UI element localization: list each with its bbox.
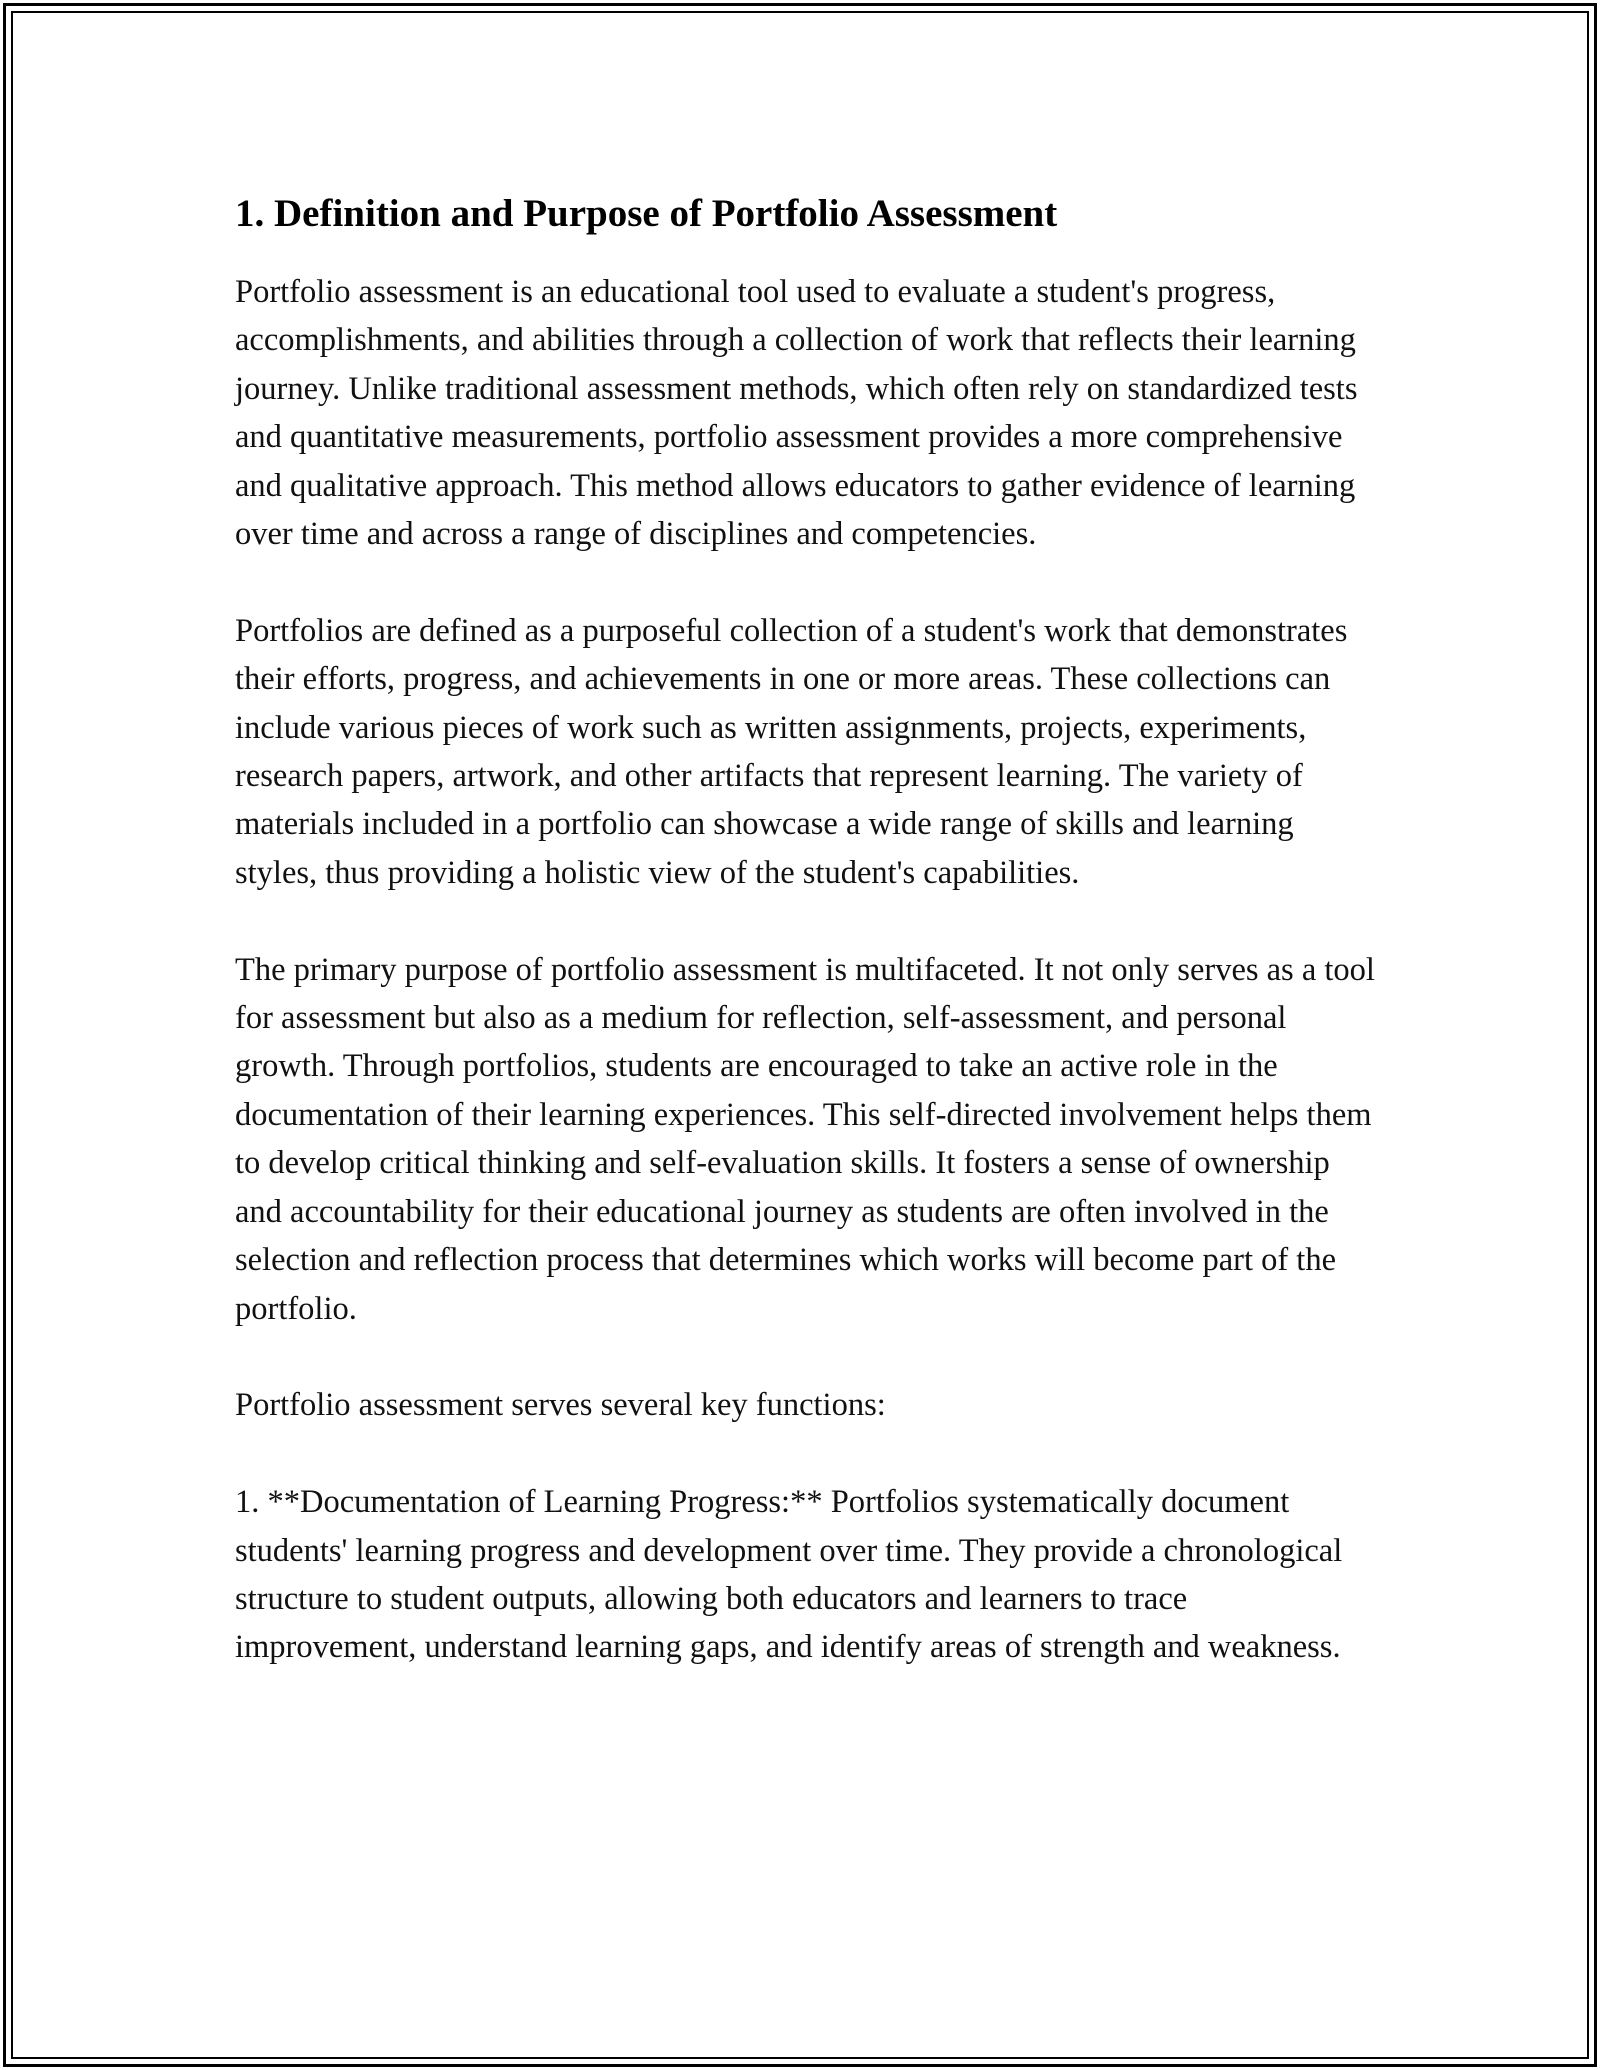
- paragraph-portfolio-contents: Portfolios are defined as a purposeful collection of a student's work that demonstrates their efforts, progress, and achievements in one or more areas. These collections can include various pieces of work such as written assignments, projects, experiments, research papers, artwork, and other artifacts that represent learning. The variety of materials included in a portfolio can showcase a wide range of skills and learning styles, thus providing a holistic view of the student's capabilities.: [235, 612, 1348, 891]
- paragraph-function-documentation: 1. **Documentation of Learning Progress:** Portfolios systematically document students' learning progress and development over time. They provide a chronological structure to student outputs, allowing both educators and learners to trace improvement, understand learning gaps, and identify areas of strength and weakness.: [235, 1484, 1343, 1666]
- paragraph-definition: Portfolio assessment is an educational tool used to evaluate a student's progress, accomplishments, and abilities through a collection of work that reflects their learning journey. Unlike traditional assessment methods, which often rely on standardized tests and quantitative measurements, portfolio assessment provides a more comprehensive and qualitative approach. This method allows educators to gather evidence of learning over time and across a range of disciplines and competencies.: [235, 274, 1358, 553]
- paragraph-key-functions-intro: Portfolio assessment serves several key functions:: [235, 1387, 886, 1424]
- document-body: [235, 186, 1375, 1720]
- paragraph-primary-purpose: The primary purpose of portfolio assessment is multifaceted. It not only serves as a tool for assessment but also as a medium for reflection, self-assessment, and personal growth. Through portfolios, students are encouraged to take an active role in the documentation of their learning experiences. This self-directed involvement helps them to develop critical thinking and self-evaluation skills. It fosters a sense of ownership and accountability for their educational journey as students are often involved in the selection and reflection process that determines which works will become part of the portfolio.: [235, 951, 1375, 1327]
- section-heading: 1. Definition and Purpose of Portfolio Assessment: [235, 192, 1058, 235]
